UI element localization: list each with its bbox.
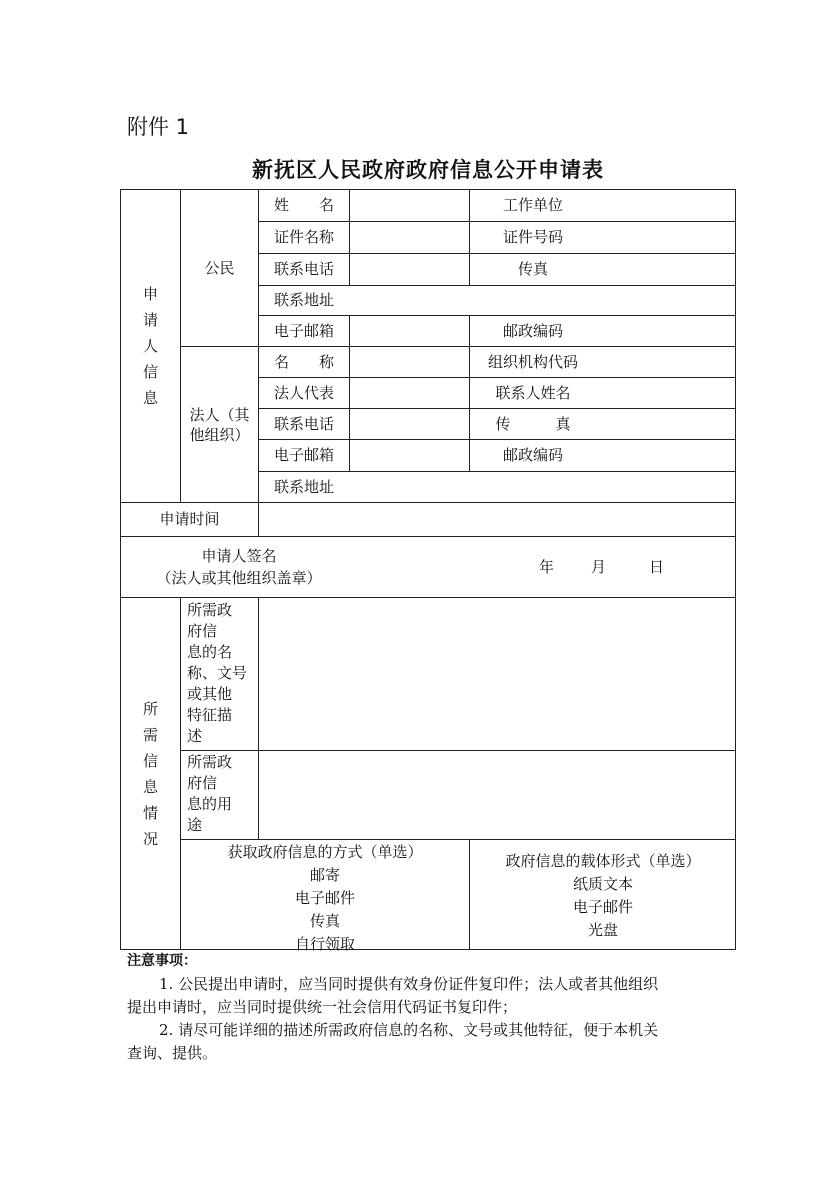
legal-fax-label: 传 真	[495, 414, 571, 433]
info-purpose-label	[187, 752, 259, 836]
citizen-phone-field[interactable]	[350, 254, 469, 285]
month-label: 月	[591, 558, 607, 576]
signature-area[interactable]	[357, 537, 736, 597]
label-char: 请	[142, 311, 158, 329]
citizen-postcode-field[interactable]	[597, 316, 736, 346]
citizen-id-type-field[interactable]	[350, 222, 469, 253]
citizen-email-label: 电子邮箱	[273, 321, 334, 340]
citizen-name-label: 姓 名	[273, 196, 334, 214]
legal-postcode-label: 邮政编码	[502, 446, 563, 464]
citizen-email-field[interactable]	[350, 316, 469, 346]
label-line: 特征描	[187, 706, 233, 724]
legal-address-label: 联系地址	[273, 477, 334, 496]
form-title: 新抚区人民政府政府信息公开申请表	[252, 158, 604, 182]
notes-title: 注意事项：	[127, 953, 197, 969]
label-line: 述	[187, 727, 203, 745]
legal-fax-field[interactable]	[597, 409, 736, 439]
applicant-info-label	[121, 190, 180, 502]
label-char: 申	[142, 285, 158, 303]
carrier-form-title: 政府信息的载体形式（单选）	[505, 852, 701, 870]
signature-label	[121, 537, 357, 597]
method-option-mail[interactable]: 邮寄	[309, 866, 340, 884]
label-char: 息	[142, 389, 158, 407]
label-char: 情	[142, 804, 158, 822]
label-line: 府信	[187, 622, 218, 640]
label-line: 府信	[187, 774, 218, 792]
citizen-id-number-label: 证件号码	[502, 228, 563, 246]
grid-line	[180, 839, 736, 840]
label-char: 所	[142, 700, 158, 718]
citizen-fax-label: 传真	[517, 260, 548, 278]
citizen-label: 公民	[204, 258, 235, 277]
method-option-fax[interactable]: 传真	[309, 912, 340, 930]
legal-address-field[interactable]	[350, 472, 736, 502]
application-form-table	[120, 189, 736, 953]
citizen-employer-label: 工作单位	[502, 196, 563, 214]
label-line: 息的名	[187, 643, 233, 661]
carrier-option-disc[interactable]: 光盘	[587, 921, 618, 939]
label-char: 需	[142, 726, 158, 744]
day-label: 日	[649, 558, 665, 576]
label-char: 况	[142, 830, 158, 848]
citizen-address-label: 联系地址	[273, 291, 334, 309]
label-char: 息	[142, 778, 158, 796]
retrieval-method-title: 获取政府信息的方式（单选）	[227, 843, 423, 861]
citizen-employer-field[interactable]	[597, 190, 736, 221]
label-line: 息的用	[187, 795, 233, 813]
note-item-1-line2: 提出申请时，应当同时提供统一社会信用代码证书复印件；	[127, 998, 518, 1016]
legal-postcode-field[interactable]	[597, 440, 736, 471]
info-description-field[interactable]	[259, 598, 736, 750]
legal-name-label: 名 称	[273, 352, 334, 371]
contact-name-field[interactable]	[597, 378, 736, 408]
attachment-label: 附件 1	[127, 115, 190, 139]
label-line: 途	[187, 816, 203, 834]
citizen-id-number-field[interactable]	[597, 222, 736, 253]
note-item-1-line1: 1. 公民提出申请时，应当同时提供有效身份证件复印件；法人或者其他组织	[159, 975, 659, 993]
legal-email-label: 电子邮箱	[273, 446, 334, 464]
legal-entity-label-line: 他组织）	[189, 425, 250, 444]
label-char: 信	[142, 363, 158, 381]
apply-time-label: 申请时间	[159, 510, 220, 528]
citizen-address-field[interactable]	[350, 286, 736, 315]
carrier-form-block	[470, 850, 736, 942]
citizen-fax-field[interactable]	[597, 254, 736, 285]
signature-line: 申请人签名	[201, 547, 277, 565]
citizen-postcode-label: 邮政编码	[502, 321, 563, 340]
legal-phone-field[interactable]	[350, 409, 469, 439]
label-char: 人	[142, 337, 158, 355]
contact-name-label: 联系人姓名	[495, 383, 571, 402]
note-item-2-line1: 2. 请尽可能详细的描述所需政府信息的名称、文号或其他特征，便于本机关	[159, 1021, 659, 1039]
label-line: 或其他	[187, 685, 233, 703]
label-char: 信	[142, 752, 158, 770]
label-line: 所需政	[187, 753, 233, 771]
required-info-label	[121, 598, 180, 950]
legal-rep-field[interactable]	[350, 378, 469, 408]
citizen-name-field[interactable]	[350, 190, 469, 221]
carrier-option-email[interactable]: 电子邮件	[572, 898, 633, 916]
legal-email-field[interactable]	[350, 440, 469, 471]
signature-line: （法人或其他组织盖章）	[156, 569, 322, 587]
method-option-email[interactable]: 电子邮件	[294, 889, 355, 907]
label-line: 称、文号	[187, 664, 248, 682]
legal-phone-label: 联系电话	[273, 414, 334, 433]
info-purpose-field[interactable]	[259, 751, 736, 839]
org-code-field[interactable]	[597, 347, 736, 377]
citizen-id-type-label: 证件名称	[273, 228, 334, 246]
legal-name-field[interactable]	[350, 347, 469, 377]
year-label: 年	[539, 558, 555, 576]
legal-rep-label: 法人代表	[273, 383, 334, 402]
method-option-pickup[interactable]: 自行领取	[294, 935, 355, 953]
legal-entity-label	[181, 347, 258, 502]
org-code-label: 组织机构代码	[487, 352, 578, 371]
carrier-option-paper[interactable]: 纸质文本	[572, 875, 633, 893]
apply-time-field[interactable]	[259, 503, 736, 536]
citizen-phone-label: 联系电话	[273, 260, 334, 278]
retrieval-method-block	[181, 841, 469, 956]
label-line: 所需政	[187, 601, 233, 619]
notes-section	[127, 950, 717, 1065]
note-item-2-line2: 查询、提供。	[127, 1044, 218, 1062]
legal-entity-label-line: 法人（其	[189, 405, 250, 424]
info-description-label	[187, 600, 259, 747]
